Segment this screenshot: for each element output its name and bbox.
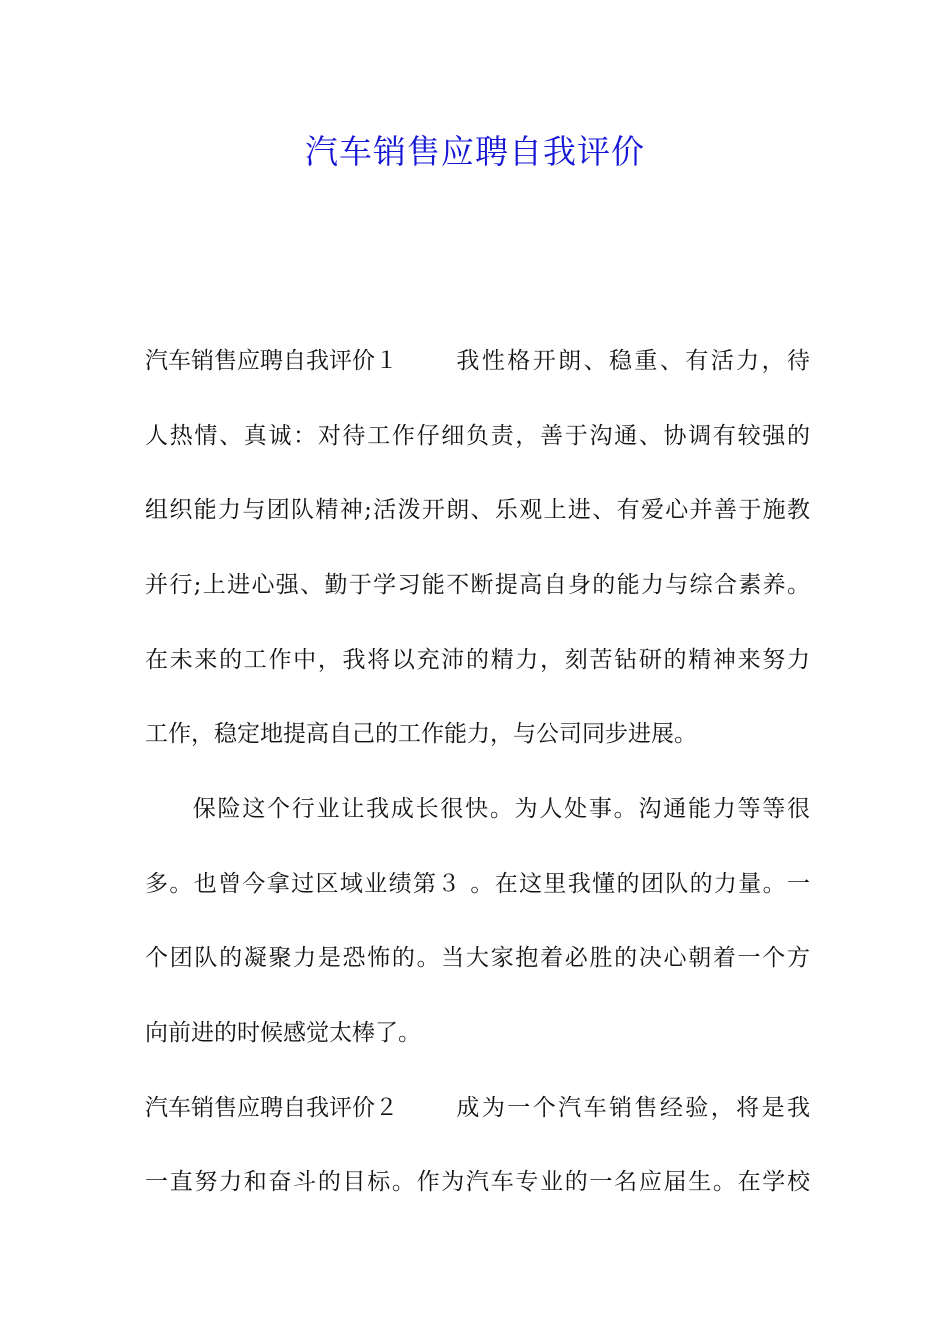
section-1-first-line (145, 341, 810, 381)
body-line: 向前进的时候感觉太棒了。 (145, 1020, 421, 1046)
paragraph-first-line-text: 保险这个行业让我成长很快。为人处事。沟通能力等等很 (191, 796, 810, 822)
body-line: 一直努力和奋斗的目标。作为汽车专业的一名应届生。在学校 (145, 1169, 810, 1195)
section-2-first-line-text: 成为一个汽车销售经验，将是我 (454, 1095, 810, 1121)
body-line: 多。也曾今拿过区域业绩第３ 。在这里我懂的团队的力量。一 (145, 871, 810, 897)
body-line: 组织能力与团队精神;活泼开朗、乐观上进、有爱心并善于施教 (145, 497, 810, 523)
section-2-heading: 汽车销售应聘自我评价２ (145, 1095, 398, 1121)
section-1-heading: 汽车销售应聘自我评价１ (145, 348, 398, 374)
body-line: 工作，稳定地提高自己的工作能力，与公司同步进展。 (145, 721, 697, 747)
body-line: 人热情、真诚：对待工作仔细负责，善于沟通、协调有较强的 (145, 423, 810, 449)
body-line: 个团队的凝聚力是恐怖的。当大家抱着必胜的决心朝着一个方 (145, 945, 810, 971)
document-title: 汽车销售应聘自我评价 (305, 132, 645, 171)
body-line: 并行;上进心强、勤于学习能不断提高自身的能力与综合素养。 (145, 572, 810, 598)
section-2-first-line (145, 1088, 810, 1128)
section-1-first-line-text: 我性格开朗、稳重、有活力，待 (454, 348, 810, 374)
paragraph-first-line (145, 789, 810, 829)
body-line: 在未来的工作中，我将以充沛的精力，刻苦钻研的精神来努力 (145, 647, 810, 673)
